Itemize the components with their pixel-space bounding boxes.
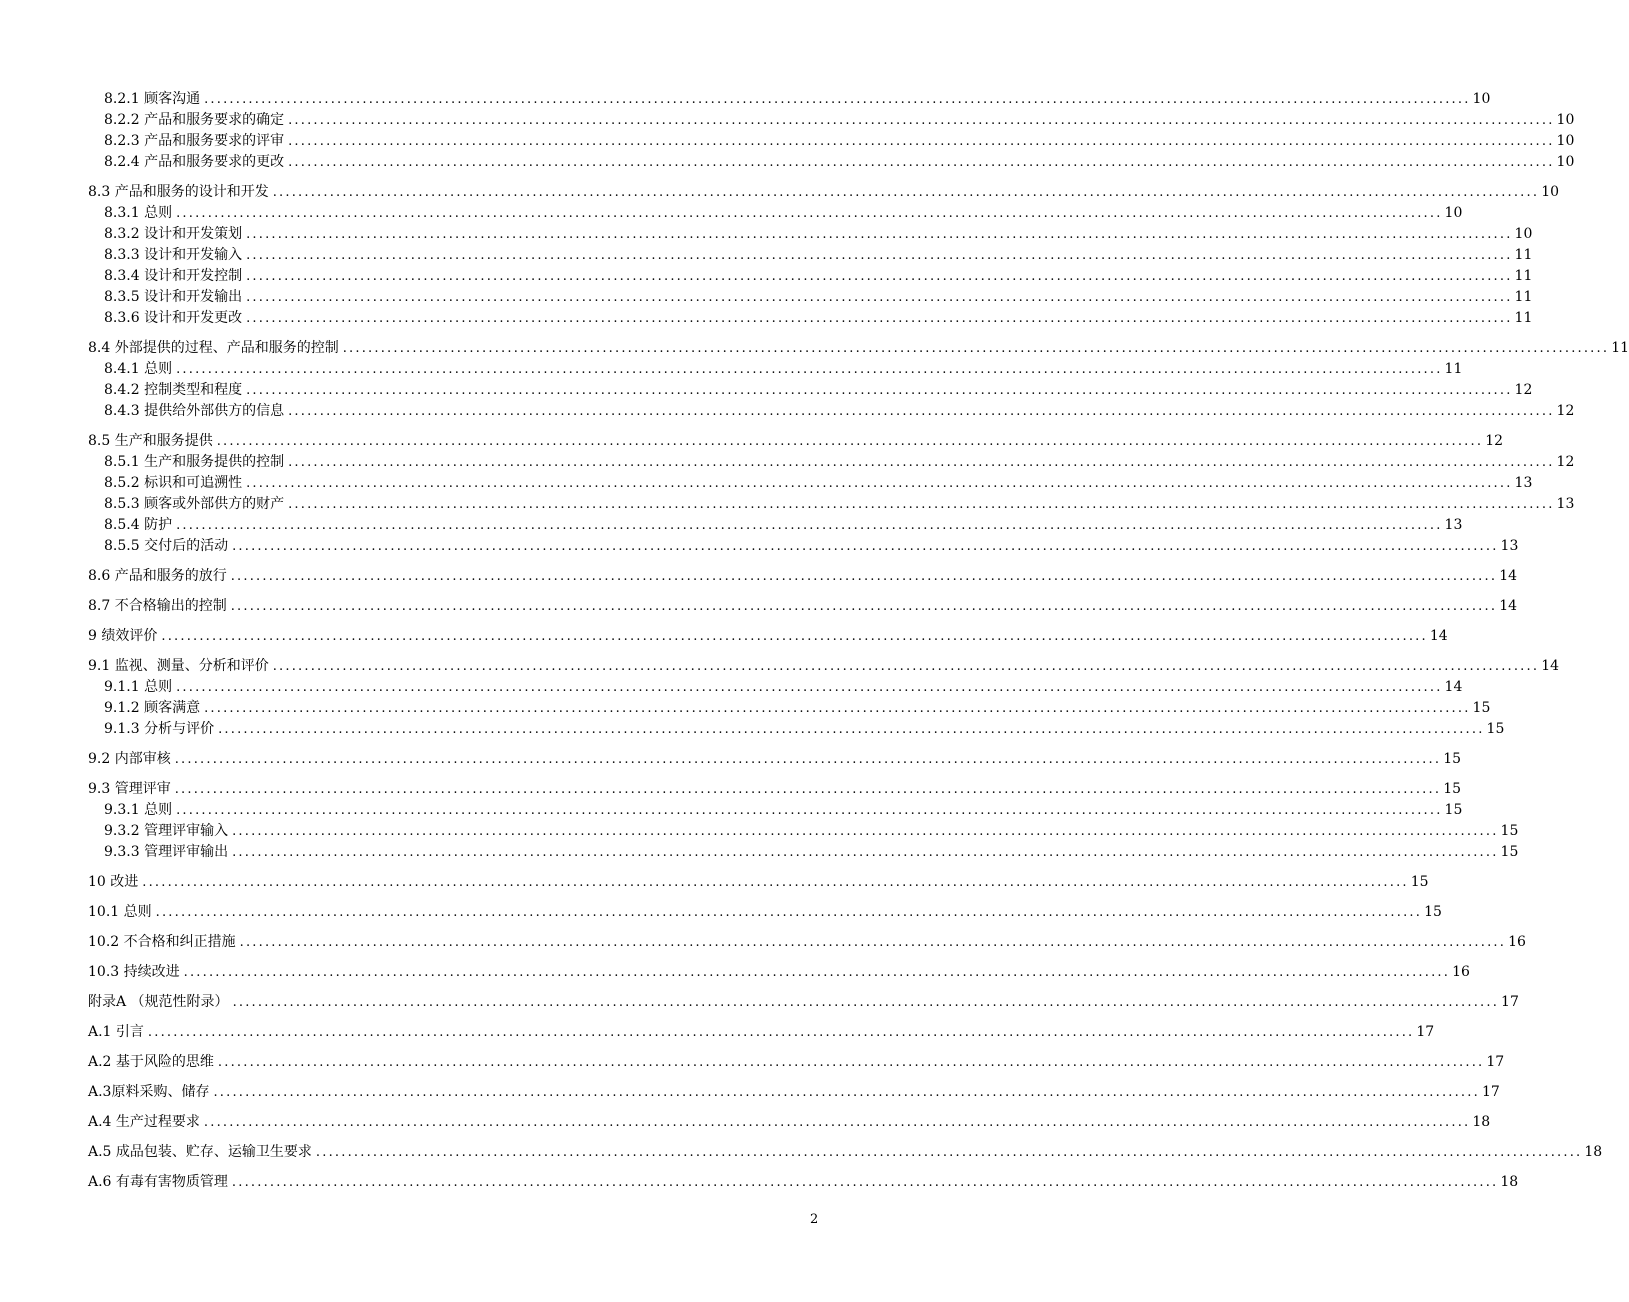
toc-subentry[interactable]	[88, 800, 1463, 821]
toc-page-number: 15	[1500, 844, 1519, 860]
toc-entry[interactable]	[88, 1112, 1491, 1133]
toc-dot-leader: ........................................................................................................................................................................................................	[288, 455, 1555, 470]
toc-entry-title: 9.1.1 总则	[104, 679, 173, 695]
toc-entry[interactable]	[88, 1052, 1505, 1073]
toc-gap	[88, 1163, 840, 1172]
toc-dot-leader: ........................................................................................................................................................................................................	[232, 539, 1499, 554]
toc-dot-leader: ........................................................................................................................................................................................................	[246, 269, 1513, 284]
toc-entry-title: 10.2 不合格和纠正措施	[88, 934, 236, 950]
toc-dot-leader: ........................................................................................................................................................................................................	[216, 434, 1484, 449]
toc-gap	[88, 329, 840, 338]
toc-entry-title: 8.4.3 提供给外部供方的信息	[104, 403, 285, 419]
toc-gap	[88, 740, 840, 749]
toc-dot-leader: ........................................................................................................................................................................................................	[183, 965, 1451, 980]
toc-entry-title: A.6 有毒有害物质管理	[88, 1174, 228, 1190]
toc-entry-title: 9.3.3 管理评审输出	[104, 844, 229, 860]
toc-subentry[interactable]	[88, 266, 1533, 287]
toc-gap	[88, 173, 840, 182]
toc-page-number: 12	[1485, 433, 1504, 449]
toc-entry-title: 9.3.1 总则	[104, 802, 173, 818]
toc-entry-title: 8.7 不合格输出的控制	[88, 598, 227, 614]
toc-page-number: 13	[1556, 496, 1575, 512]
toc-page-number: 15	[1424, 904, 1442, 920]
toc-dot-leader: ........................................................................................................................................................................................................	[230, 599, 1498, 614]
toc-entry-title: 8.2.4 产品和服务要求的更改	[104, 154, 285, 170]
toc-subentry[interactable]	[88, 224, 1533, 245]
toc-page-number: 15	[1443, 781, 1462, 797]
toc-entry-title: 10 改进	[88, 874, 139, 890]
toc-gap	[88, 1043, 840, 1052]
toc-dot-leader: ........................................................................................................................................................................................................	[288, 404, 1555, 419]
toc-dot-leader: ........................................................................................................................................................................................................	[232, 995, 1500, 1010]
toc-page-number: 13	[1514, 475, 1533, 491]
toc-page-number: 17	[1416, 1024, 1435, 1040]
toc-dot-leader: ........................................................................................................................................................................................................	[218, 722, 1485, 737]
toc-entry-title: A.3原料采购、储存	[88, 1084, 210, 1100]
toc-entry[interactable]	[88, 872, 1429, 893]
toc-dot-leader: ........................................................................................................................................................................................................	[213, 1085, 1480, 1100]
toc-gap	[88, 647, 840, 656]
toc-page-number: 11	[1514, 289, 1533, 305]
toc-entry-title: 8.5.1 生产和服务提供的控制	[104, 454, 285, 470]
toc-entry-title: 9.3.2 管理评审输入	[104, 823, 229, 839]
toc-dot-leader: ........................................................................................................................................................................................................	[232, 824, 1499, 839]
toc-dot-leader: ........................................................................................................................................................................................................	[231, 1175, 1499, 1190]
toc-entry-title: 8.3.4 设计和开发控制	[104, 268, 243, 284]
toc-dot-leader: ........................................................................................................................................................................................................	[203, 1115, 1471, 1130]
toc-gap	[88, 953, 840, 962]
toc-entry[interactable]	[88, 1172, 1519, 1193]
toc-dot-leader: ........................................................................................................................................................................................................	[246, 248, 1513, 263]
toc-gap	[88, 587, 840, 596]
toc-entry-title: 9.1 监视、测量、分析和评价	[88, 658, 269, 674]
toc-entry-title: 8.2.2 产品和服务要求的确定	[104, 112, 285, 128]
toc-gap	[88, 617, 840, 626]
toc-subentry[interactable]	[88, 536, 1519, 557]
toc-entry-title: 8.4 外部提供的过程、产品和服务的控制	[88, 340, 339, 356]
toc-entry-title: A.5 成品包装、贮存、运输卫生要求	[88, 1144, 312, 1160]
toc-dot-leader: ........................................................................................................................................................................................................	[230, 569, 1498, 584]
toc-page-number: 15	[1444, 802, 1463, 818]
toc-dot-leader: ........................................................................................................................................................................................................	[142, 875, 1409, 890]
toc-page-number: 11	[1514, 268, 1533, 284]
toc-dot-leader: ........................................................................................................................................................................................................	[272, 659, 1540, 674]
toc-entry-title: 8.3 产品和服务的设计和开发	[88, 184, 269, 200]
toc-entry[interactable]	[88, 1142, 1603, 1163]
toc-dot-leader: ........................................................................................................................................................................................................	[161, 629, 1428, 644]
toc-subentry[interactable]	[88, 380, 1533, 401]
toc-subentry[interactable]	[88, 452, 1575, 473]
toc-gap	[88, 983, 840, 992]
toc-subentry[interactable]	[88, 131, 1575, 152]
toc-subentry[interactable]	[88, 821, 1519, 842]
toc-gap	[88, 1133, 840, 1142]
toc-page-number: 15	[1410, 874, 1429, 890]
toc-subentry[interactable]	[88, 287, 1533, 308]
toc-entry-title: 附录A （规范性附录）	[88, 994, 229, 1010]
toc-entry-title: 8.5.5 交付后的活动	[104, 538, 229, 554]
toc-page-number: 12	[1514, 382, 1533, 398]
toc-gap	[88, 923, 840, 932]
toc-page-number: 15	[1486, 721, 1505, 737]
toc-subentry[interactable]	[88, 842, 1519, 863]
toc-subentry[interactable]	[88, 698, 1491, 719]
toc-page-number: 13	[1500, 538, 1519, 554]
toc-page-number: 10	[1541, 184, 1560, 200]
toc-subentry[interactable]	[88, 677, 1463, 698]
toc-dot-leader: ........................................................................................................................................................................................................	[246, 383, 1513, 398]
toc-subentry[interactable]	[88, 152, 1575, 173]
page-number: 2	[810, 1212, 819, 1227]
toc-dot-leader: ........................................................................................................................................................................................................	[176, 680, 1443, 695]
toc-page-number: 10	[1556, 154, 1575, 170]
table-of-contents	[88, 89, 1629, 1193]
toc-entry-title: 8.2.1 顾客沟通	[104, 91, 201, 107]
toc-page-number: 16	[1508, 934, 1526, 950]
toc-entry[interactable]	[88, 902, 1442, 923]
toc-entry-title: A.1 引言	[88, 1024, 144, 1040]
toc-entry-title: A.2 基于风险的思维	[88, 1054, 214, 1070]
toc-page-number: 13	[1444, 517, 1463, 533]
toc-dot-leader: ........................................................................................................................................................................................................	[176, 206, 1443, 221]
toc-page-number: 17	[1501, 994, 1519, 1010]
toc-entry-title: 8.4.1 总则	[104, 361, 173, 377]
toc-entry-title: A.4 生产过程要求	[88, 1114, 200, 1130]
toc-page-number: 11	[1514, 310, 1533, 326]
toc-dot-leader: ........................................................................................................................................................................................................	[246, 290, 1513, 305]
toc-entry-title: 8.3.5 设计和开发输出	[104, 289, 243, 305]
toc-page-number: 17	[1481, 1084, 1500, 1100]
toc-entry[interactable]	[88, 338, 1629, 359]
toc-entry-title: 8.5.4 防护	[104, 517, 173, 533]
toc-dot-leader: ........................................................................................................................................................................................................	[217, 1055, 1485, 1070]
toc-gap	[88, 1073, 840, 1082]
toc-page-number: 18	[1472, 1114, 1491, 1130]
toc-dot-leader: ........................................................................................................................................................................................................	[288, 497, 1555, 512]
toc-dot-leader: ........................................................................................................................................................................................................	[342, 341, 1610, 356]
toc-subentry[interactable]	[88, 203, 1463, 224]
toc-dot-leader: ........................................................................................................................................................................................................	[288, 134, 1555, 149]
toc-entry[interactable]	[88, 566, 1518, 587]
toc-entry-title: 8.3.2 设计和开发策划	[104, 226, 243, 242]
toc-page-number: 18	[1500, 1174, 1519, 1190]
toc-page-number: 15	[1443, 751, 1462, 767]
toc-subentry[interactable]	[88, 89, 1491, 110]
toc-gap	[88, 557, 840, 566]
toc-entry-title: 8.5.2 标识和可追溯性	[104, 475, 243, 491]
toc-page-number: 12	[1556, 403, 1575, 419]
toc-dot-leader: ........................................................................................................................................................................................................	[246, 227, 1513, 242]
toc-gap	[88, 1103, 840, 1112]
toc-subentry[interactable]	[88, 719, 1505, 740]
toc-page-number: 15	[1472, 700, 1491, 716]
toc-entry[interactable]	[88, 626, 1448, 647]
toc-dot-leader: ........................................................................................................................................................................................................	[272, 185, 1540, 200]
toc-dot-leader: ........................................................................................................................................................................................................	[246, 476, 1513, 491]
toc-entry[interactable]	[88, 431, 1504, 452]
toc-subentry[interactable]	[88, 359, 1463, 380]
toc-gap	[88, 422, 840, 431]
toc-entry-title: 9 绩效评价	[88, 628, 158, 644]
toc-subentry[interactable]	[88, 308, 1533, 329]
toc-entry[interactable]	[88, 779, 1462, 800]
toc-subentry[interactable]	[88, 110, 1575, 131]
toc-dot-leader: ........................................................................................................................................................................................................	[232, 845, 1499, 860]
toc-entry-title: 9.1.3 分析与评价	[104, 721, 215, 737]
toc-subentry[interactable]	[88, 401, 1575, 422]
toc-entry-title: 9.3 管理评审	[88, 781, 171, 797]
toc-page-number: 10	[1514, 226, 1533, 242]
toc-page-number: 14	[1541, 658, 1560, 674]
toc-entry-title: 8.3.3 设计和开发输入	[104, 247, 243, 263]
toc-dot-leader: ........................................................................................................................................................................................................	[174, 782, 1442, 797]
toc-dot-leader: ........................................................................................................................................................................................................	[204, 92, 1471, 107]
toc-entry[interactable]	[88, 1082, 1500, 1103]
toc-entry-title: 9.2 内部审核	[88, 751, 171, 767]
toc-page-number: 10	[1556, 112, 1575, 128]
toc-page-number: 10	[1444, 205, 1463, 221]
toc-dot-leader: ........................................................................................................................................................................................................	[147, 1025, 1415, 1040]
toc-gap	[88, 770, 840, 779]
toc-entry[interactable]	[88, 656, 1560, 677]
toc-dot-leader: ........................................................................................................................................................................................................	[288, 113, 1555, 128]
toc-entry[interactable]	[88, 1022, 1435, 1043]
toc-page-number: 17	[1486, 1054, 1505, 1070]
toc-entry-title: 10.3 持续改进	[88, 964, 180, 980]
toc-subentry[interactable]	[88, 515, 1463, 536]
toc-page-number: 11	[1611, 340, 1629, 356]
toc-page-number: 12	[1556, 454, 1575, 470]
toc-entry[interactable]	[88, 749, 1462, 770]
toc-page-number: 14	[1429, 628, 1448, 644]
toc-page-number: 11	[1444, 361, 1463, 377]
toc-dot-leader: ........................................................................................................................................................................................................	[176, 803, 1443, 818]
toc-page-number: 11	[1514, 247, 1533, 263]
toc-subentry[interactable]	[88, 245, 1533, 266]
toc-gap	[88, 863, 840, 872]
toc-entry[interactable]	[88, 992, 1519, 1013]
toc-entry-title: 8.3.6 设计和开发更改	[104, 310, 243, 326]
toc-entry[interactable]	[88, 962, 1470, 983]
toc-entry[interactable]	[88, 932, 1526, 953]
toc-entry-title: 8.5.3 顾客或外部供方的财产	[104, 496, 285, 512]
toc-entry-title: 8.6 产品和服务的放行	[88, 568, 227, 584]
toc-entry-title: 8.5 生产和服务提供	[88, 433, 213, 449]
toc-gap	[88, 1013, 840, 1022]
toc-page-number: 14	[1499, 598, 1518, 614]
toc-entry-title: 8.4.2 控制类型和程度	[104, 382, 243, 398]
toc-entry-title: 9.1.2 顾客满意	[104, 700, 201, 716]
toc-entry-title: 10.1 总则	[88, 904, 152, 920]
toc-dot-leader: ........................................................................................................................................................................................................	[239, 935, 1507, 950]
toc-subentry[interactable]	[88, 494, 1575, 515]
toc-entry-title: 8.2.3 产品和服务要求的评审	[104, 133, 285, 149]
toc-page-number: 18	[1584, 1144, 1603, 1160]
toc-subentry[interactable]	[88, 473, 1533, 494]
toc-entry[interactable]	[88, 182, 1560, 203]
toc-dot-leader: ........................................................................................................................................................................................................	[155, 905, 1423, 920]
toc-dot-leader: ........................................................................................................................................................................................................	[204, 701, 1471, 716]
toc-gap	[88, 893, 840, 902]
toc-dot-leader: ........................................................................................................................................................................................................	[288, 155, 1555, 170]
toc-entry-title: 8.3.1 总则	[104, 205, 173, 221]
toc-page-number: 15	[1500, 823, 1519, 839]
toc-dot-leader: ........................................................................................................................................................................................................	[176, 518, 1443, 533]
toc-entry[interactable]	[88, 596, 1518, 617]
toc-page-number: 14	[1499, 568, 1518, 584]
toc-dot-leader: ........................................................................................................................................................................................................	[176, 362, 1443, 377]
toc-page-number: 10	[1472, 91, 1491, 107]
toc-page-number: 16	[1452, 964, 1470, 980]
toc-dot-leader: ........................................................................................................................................................................................................	[174, 752, 1442, 767]
toc-dot-leader: ........................................................................................................................................................................................................	[315, 1145, 1583, 1160]
toc-page-number: 14	[1444, 679, 1463, 695]
toc-page-number: 10	[1556, 133, 1575, 149]
toc-dot-leader: ........................................................................................................................................................................................................	[246, 311, 1513, 326]
